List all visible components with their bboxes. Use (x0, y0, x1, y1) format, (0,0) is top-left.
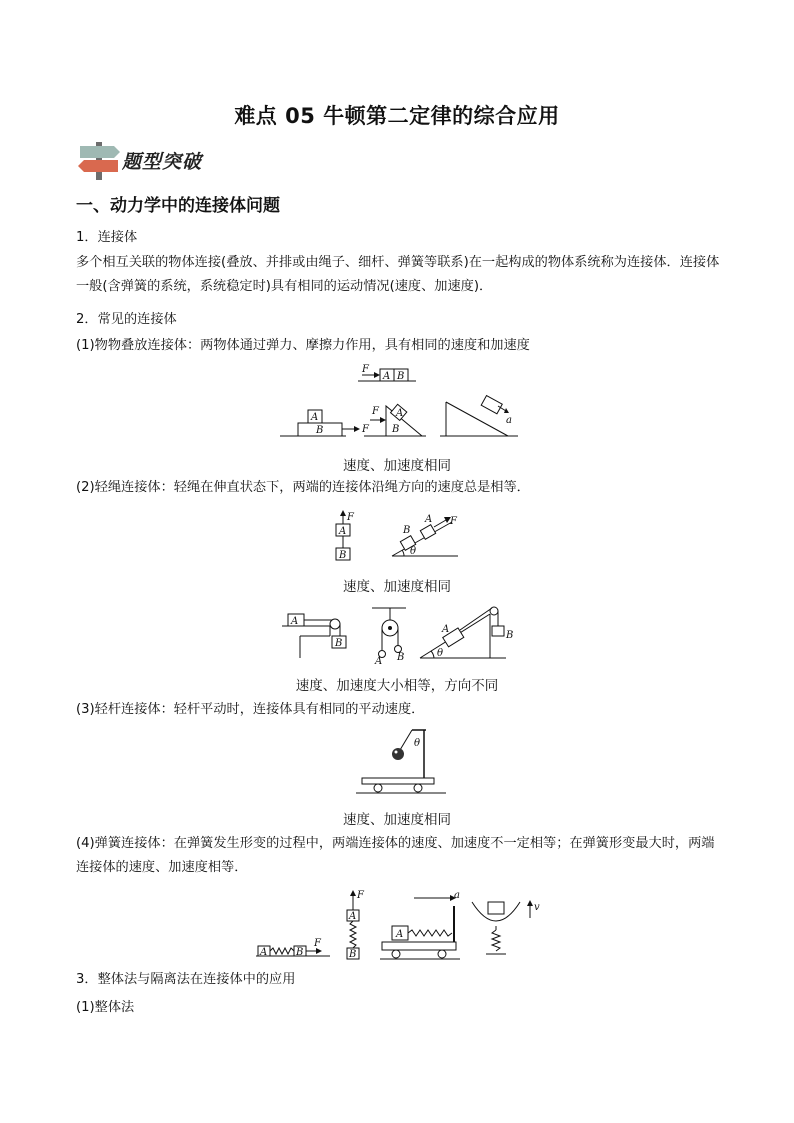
item-2-2: (2)轻绳连接体：轻绳在伸直状态下，两端的连接体沿绳方向的速度总是相等． (76, 480, 530, 495)
label-A: A (260, 947, 268, 958)
label-A: A (396, 408, 404, 419)
label-A: A (442, 624, 450, 635)
item-2-1: (1)物物叠放连接体：两物体通过弹力、摩擦力作用，具有相同的速度和加速度 (76, 338, 530, 353)
fig-cart-spring (380, 890, 460, 959)
item-3-title: 3．整体法与隔离法在连接体中的应用 (76, 972, 296, 987)
page-title: 难点 05 牛顿第二定律的综合应用 (234, 104, 560, 128)
label-A: A (349, 911, 357, 922)
figure-stacked-blocks (276, 362, 536, 442)
label-a: a (506, 415, 512, 426)
label-B: B (339, 550, 347, 561)
label-F: F (450, 516, 457, 527)
figure-rod-cart (352, 726, 452, 796)
fig-vertical-rope (336, 510, 355, 561)
caption-3: 速度、加速度大小相等，方向不同 (295, 678, 499, 694)
item-1-body: 多个相互关联的物体连接(叠放、并排或由绳子、细杆、弹簧等联系)在一起构成的物体系统称为连接体．连接体一般(含弹簧的系统，系统稳定时)具有相同的运动情况(速度、加速度)． (76, 255, 720, 294)
label-F: F (347, 512, 354, 523)
label-v: v (534, 902, 540, 913)
label-F: F (314, 938, 321, 949)
label-A: A (311, 412, 319, 423)
label-a: a (454, 890, 460, 901)
label-A: A (396, 929, 404, 940)
section-badge (76, 140, 216, 182)
item-3-1: (1)整体法 (76, 1000, 135, 1015)
label-A: A (291, 616, 299, 627)
label-A: A (375, 656, 383, 666)
label-A: A (425, 514, 433, 525)
label-A: A (383, 371, 391, 382)
item-2-title: 2．常见的连接体 (76, 312, 177, 327)
fig-wedge (364, 404, 426, 436)
label-B: B (397, 371, 405, 382)
fig-side-by-side (358, 364, 416, 382)
fig-horizontal-spring (256, 938, 330, 958)
figure-pulleys (280, 602, 520, 666)
item-2-3: (3)轻杆连接体：轻杆平动时，连接体具有相同的平动速度． (76, 702, 425, 717)
label-theta: θ (437, 648, 444, 659)
label-F: F (362, 364, 369, 375)
label-B: B (296, 947, 304, 958)
fig-incline-rope (392, 514, 458, 557)
caption-4: 速度、加速度相同 (343, 812, 451, 828)
label-B: B (335, 638, 343, 649)
fig-incline (440, 396, 518, 436)
label-B: B (349, 949, 357, 960)
badge-label: 题型突破 (122, 151, 203, 173)
item-2-4: (4)弹簧连接体：在弹簧发生形变的过程中，两端连接体的速度、加速度不一定相等；在弹簧形变最大时，两端连接体的速度、加速度相等． (76, 836, 715, 875)
label-B: B (392, 424, 400, 435)
label-F: F (362, 424, 369, 435)
item-1-title: 1．连接体 (76, 230, 138, 245)
section-heading: 一、动力学中的连接体问题 (76, 196, 280, 216)
fig-stacked (280, 410, 370, 436)
fig-vertical-spring (347, 890, 365, 960)
caption-2: 速度、加速度相同 (343, 579, 451, 595)
label-F: F (357, 890, 364, 901)
figure-rope-same (330, 508, 470, 566)
label-theta: θ (414, 738, 421, 749)
label-B: B (403, 525, 411, 536)
fig-bowl-spring (472, 900, 540, 954)
label-B: B (316, 425, 324, 436)
label-B: B (397, 652, 405, 663)
fig-table-pulley (282, 614, 346, 658)
label-B: B (506, 630, 514, 641)
label-F: F (372, 406, 379, 417)
figure-springs (254, 888, 544, 964)
label-theta: θ (410, 546, 417, 557)
caption-1: 速度、加速度相同 (343, 458, 451, 474)
label-A: A (339, 526, 347, 537)
fig-hanging-pulley (372, 608, 406, 666)
fig-incline-pulley (420, 607, 513, 659)
